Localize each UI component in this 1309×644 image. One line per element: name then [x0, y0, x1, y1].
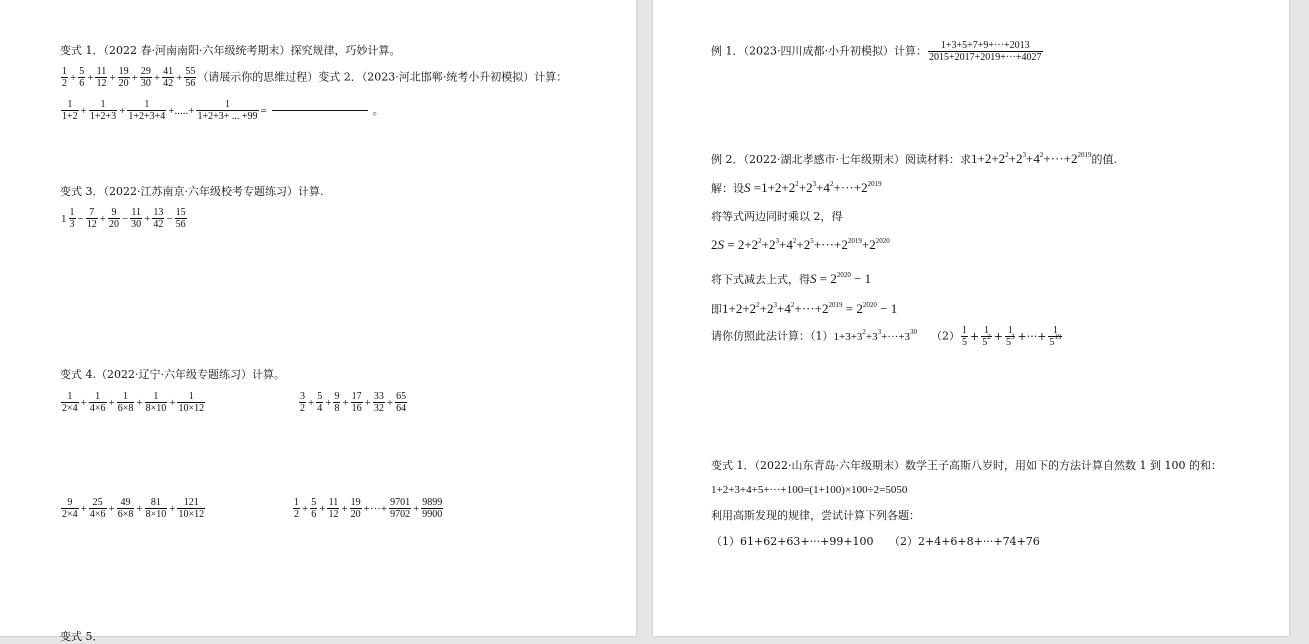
fraction: $\frac{81}{8\times 10}$ — [145, 497, 167, 520]
fraction: $\frac{5}{6}$ — [79, 66, 85, 89]
fraction: $\frac{17}{16}$ — [351, 391, 362, 414]
operator: − — [166, 212, 173, 225]
fraction: $\frac{1}{2}$ — [294, 497, 299, 520]
fraction: $\frac{9899}{9900}$ — [422, 497, 443, 520]
operator: − — [121, 212, 129, 225]
fraction: $\frac{29}{30}$ — [140, 66, 151, 89]
fraction: $\frac{25}{4\times 6}$ — [89, 497, 106, 520]
fraction: $\frac{1}{5}$ — [962, 325, 968, 348]
fraction: $\frac{9}{2\times 4}$ — [62, 497, 78, 520]
operator: + — [364, 396, 371, 409]
ellipsis-plus: +···+ — [363, 502, 388, 515]
operator: + — [169, 396, 176, 409]
imitate-label: 请你仿照此法计算：（1） — [711, 329, 834, 343]
operator: + — [136, 502, 143, 515]
variant-2-title: （请展示你的思维过程）变式 2．（2023·河北邯郸·统考小升初模拟）计算： — [197, 70, 568, 84]
operator: + — [153, 71, 161, 84]
example-2-title — [711, 152, 1117, 167]
operator: + — [119, 104, 126, 117]
fraction: $\frac{11}{12}$ — [328, 497, 339, 520]
fraction: $\frac{1}{1+2+3}$ — [89, 99, 117, 122]
variant-3-title: 变式 3．（2022·江苏南京·六年级校考专题练习）计算. — [60, 185, 324, 198]
operator: + — [342, 396, 349, 409]
operator: + — [413, 502, 420, 515]
example-2-tail: 的值. — [1091, 153, 1117, 166]
fraction: $\frac{1}{5^3}$ — [1005, 325, 1015, 348]
fraction: $\frac{9701}{9702}$ — [390, 497, 411, 520]
fraction: $\frac{7}{12}$ — [86, 207, 97, 230]
solution-line — [711, 181, 882, 196]
variant-5-title-cut: 变式 5． — [60, 630, 104, 643]
operator: + — [136, 396, 143, 409]
fraction: $\frac{1}{6\times 8}$ — [117, 391, 134, 414]
fraction: $\frac{15}{56}$ — [175, 207, 186, 230]
fraction: $\frac{5}{4}$ — [317, 391, 323, 414]
equals-sign: = — [260, 104, 267, 117]
example-2-label: 例 2．（2022·湖北孝感市·七年级期末）阅读材料：求 — [711, 153, 971, 166]
operator: + — [144, 212, 151, 225]
fraction: $\frac{65}{64}$ — [396, 391, 407, 414]
gauss-formula: 1+2+3+4+5+···+100=(1+100)×100÷2=5050 — [711, 484, 908, 496]
ellipsis-plus: +.....+ — [168, 104, 195, 117]
fraction: $\frac{1}{3}$ — [69, 207, 75, 230]
fraction: $\frac{13}{42}$ — [153, 207, 164, 230]
operator: + — [341, 502, 348, 515]
variant-4-expression-d — [292, 497, 444, 520]
fraction: $\frac{9}{20}$ — [108, 207, 119, 230]
document-page-right — [653, 0, 1289, 636]
variant-3-expression — [60, 207, 188, 230]
subtract-result: $S = 2^{2020} - 1$ — [810, 271, 872, 286]
conclusion-formula: $1+2+2^2+2^3+4^2+\cdot\cdot\cdot+2^{2019} = 2^{2020} - 1$ — [722, 301, 898, 316]
imitate-q1: $1+3+3^2+3^3+\cdot\cdot\cdot+3^{30}$ — [833, 327, 918, 343]
fraction: $\frac{1}{8\times 10}$ — [145, 391, 167, 414]
gauss-variant-title: 变式 1．（2022·山东青岛·六年级期末）数学王子高斯八岁时，用如下的方法计算自然数 1 到 100 的和： — [711, 459, 1222, 472]
fraction: $\frac{49}{6\times 8}$ — [117, 497, 134, 520]
fraction: $\frac{11}{30}$ — [131, 207, 142, 230]
operator: + — [308, 396, 315, 409]
fraction: $\frac{9}{8}$ — [334, 391, 340, 414]
imitate-q2-label: （2） — [931, 329, 961, 343]
operator: + — [319, 502, 326, 515]
variant-1-title: 变式 1．（2022 春·河南南阳·六年级统考期末）探究规律，巧妙计算。 — [60, 44, 401, 57]
fraction: $\frac{55}{56}$ — [185, 66, 196, 89]
operator: + — [80, 104, 87, 117]
fraction: $\frac{1}{1+2+3+ ... +99}$ — [197, 99, 258, 122]
operator: + — [80, 396, 87, 409]
fraction: $\frac{3}{2}$ — [300, 391, 305, 414]
variant-4-expression-a — [60, 391, 206, 414]
operator: + — [302, 502, 309, 515]
operator: + — [108, 502, 115, 515]
period: 。 — [372, 104, 384, 117]
fraction: $\frac{33}{32}$ — [373, 391, 384, 414]
operator: + — [176, 71, 183, 84]
operator: + — [386, 396, 394, 409]
operator: + — [109, 71, 116, 84]
operator: + — [87, 71, 94, 84]
fraction: $\frac{1}{2}$ — [62, 66, 67, 89]
variant-4-expression-b — [298, 391, 408, 414]
variant-4-expression-c — [60, 497, 206, 520]
subtract-text: 将下式减去上式，得 — [711, 273, 810, 286]
fraction: $\frac{19}{20}$ — [350, 497, 361, 520]
operator: + — [80, 502, 87, 515]
operator: + — [70, 71, 77, 84]
solution-label: 解：设 — [711, 182, 744, 195]
fraction: $\frac{121}{10\times 12}$ — [178, 497, 205, 520]
whole-number: 1 — [61, 212, 67, 225]
subtract-line — [711, 272, 871, 287]
gauss-question-2: （2）2+4+6+8+···+74+76 — [889, 535, 1040, 548]
fraction: $\frac{5}{6}$ — [311, 497, 317, 520]
imitate-line: 请你仿照此法计算：$(1)1+3+3^2+3^3+\cdot\cdot\cdot+3^{30}$ （2） $\frac{1}{5}$ + $\frac{1}{5^2}$ + $\frac{1}{5^3}$ +···+ $\frac{1}{5^{19}}$ — [711, 325, 1062, 348]
operator: + — [325, 396, 332, 409]
example-1-fraction: $\frac{1+3+5+7+9+\cdot\cdot\cdot+2013}{2015+2017+2019+\cdot\cdot\cdot+4027}$ — [928, 40, 1042, 63]
operator: + — [99, 212, 106, 225]
answer-blank[interactable] — [272, 110, 368, 111]
operator: − — [77, 212, 84, 225]
variant-1-expression — [60, 66, 567, 89]
example-1 — [711, 40, 1044, 63]
example-1-label: 例 1．（2023·四川成都·小升初模拟）计算： — [711, 44, 927, 58]
variant-2-expression — [60, 99, 385, 122]
fraction: $\frac{1}{10\times 12}$ — [178, 391, 205, 414]
fraction: $\frac{1}{1+2}$ — [62, 99, 78, 122]
operator: + — [108, 396, 115, 409]
conclusion-line — [711, 302, 897, 317]
fraction: $\frac{41}{42}$ — [163, 66, 174, 89]
document-page-left — [0, 0, 636, 643]
fraction: $\frac{1}{5^{19}}$ — [1049, 325, 1062, 348]
fraction: $\frac{1}{2\times 4}$ — [62, 391, 78, 414]
example-2-series: $1+2+2^2+2^3+4^2+\cdot\cdot\cdot+2^{2019}$ — [970, 151, 1092, 166]
fraction: $\frac{1}{1+2+3+4}$ — [128, 99, 166, 122]
conclusion-label: 即 — [711, 303, 722, 316]
fraction: $\frac{19}{20}$ — [118, 66, 129, 89]
multiply-text: 将等式两边同时乘以 2，得 — [711, 210, 843, 223]
operator: + — [131, 71, 138, 84]
solution-formula: $S =1+2+2^2+2^3+4^2+\cdot\cdot\cdot+2^{2019}$ — [744, 180, 882, 195]
fraction: $\frac{1}{4\times 6}$ — [89, 391, 106, 414]
doubled-formula: $2S = 2+2^2+2^3+4^2+2^5+\cdot\cdot\cdot+2^{2019}+2^{2020}$ — [711, 237, 890, 252]
gauss-question-1: （1）61+62+63+···+99+100 — [711, 535, 874, 548]
gauss-instruction: 利用高斯发现的规律，尝试计算下列各题： — [711, 509, 920, 522]
operator: + — [169, 502, 176, 515]
fraction: $\frac{11}{12}$ — [96, 66, 107, 89]
fraction: $\frac{1}{5^2}$ — [982, 325, 991, 348]
variant-4-title: 变式 4.（2022·辽宁·六年级专题练习）计算。 — [60, 368, 285, 381]
